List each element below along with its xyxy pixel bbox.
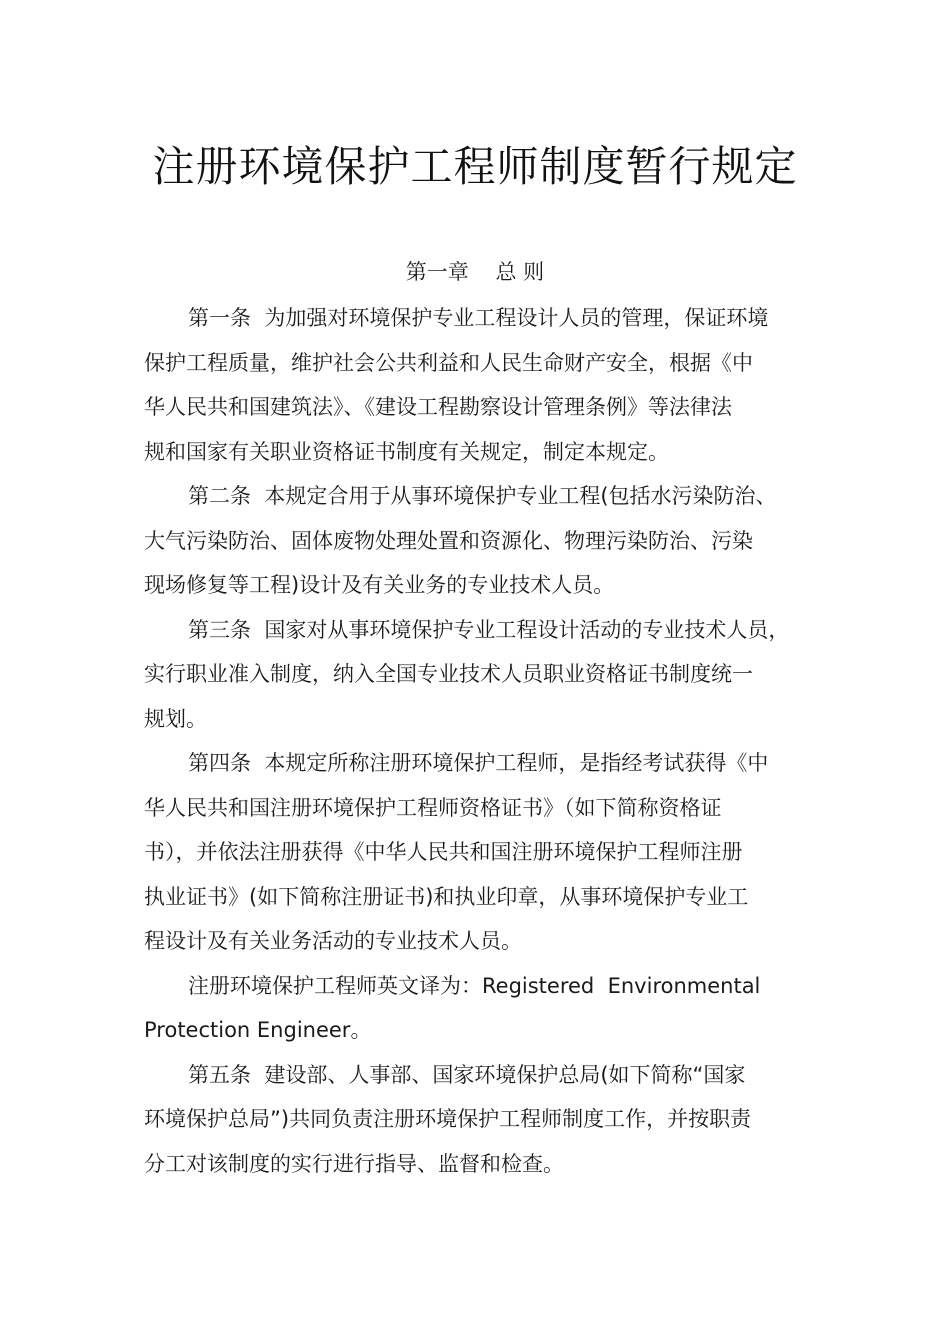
article-1-line-1: 第一条 为加强对环境保护专业工程设计人员的管理，保证环境 [188, 306, 769, 330]
article-3-line-3: 规划。 [144, 706, 207, 731]
article-3-line-2: 实行职业准入制度，纳入全国专业技术人员职业资格证书制度统一 [144, 662, 753, 686]
article-1-line-4: 规和国家有关职业资格证书制度有关规定，制定本规定。 [144, 439, 669, 464]
chapter-heading: 第一章 总 则 [405, 260, 545, 284]
article-4-line-4: 执业证书》(如下简称注册证书)和执业印章，从事环境保护专业工 [144, 884, 749, 909]
article-5-line-3: 分工对该制度的实行进行指导、监督和检查。 [144, 1151, 564, 1176]
article-1-line-2: 保护工程质量，维护社会公共利益和人民生命财产安全，根据《中 [144, 350, 753, 375]
article-5-line-2: 环境保护总局”)共同负责注册环境保护工程师制度工作，并按职责 [144, 1107, 752, 1131]
article-4-line-1: 第四条 本规定所称注册环境保护工程师，是指经考试获得《中 [188, 751, 769, 775]
article-4-line-5: 程设计及有关业务活动的专业技术人员。 [144, 929, 522, 953]
english-name-line-1: 注册环境保护工程师英文译为：Registered Environmental [188, 973, 761, 998]
article-4-line-2: 华人民共和国注册环境保护工程师资格证书》（如下简称资格证 [144, 795, 722, 820]
article-4-line-3: 书），并依法注册获得《中华人民共和国注册环境保护工程师注册 [144, 840, 743, 864]
article-2-line-2: 大气污染防治、固体废物处理处置和资源化、物理污染防治、污染 [144, 528, 753, 553]
article-1-line-3: 华人民共和国建筑法》、《建设工程勘察设计管理条例》等法律法 [144, 395, 732, 419]
article-2-line-1: 第二条 本规定合用于从事环境保护专业工程(包括水污染防治、 [188, 484, 777, 508]
document-body [144, 296, 808, 1186]
article-3-line-1: 第三条 国家对从事环境保护专业工程设计活动的专业技术人员， [188, 617, 790, 642]
article-2-line-3: 现场修复等工程)设计及有关业务的专业技术人员。 [144, 573, 615, 597]
english-name-line-2: Protection Engineer。 [144, 1018, 372, 1042]
article-5-line-1: 第五条 建设部、人事部、国家环境保护总局(如下简称“国家 [188, 1062, 746, 1087]
document-title: 注册环境保护工程师制度暂行规定 [152, 142, 798, 191]
